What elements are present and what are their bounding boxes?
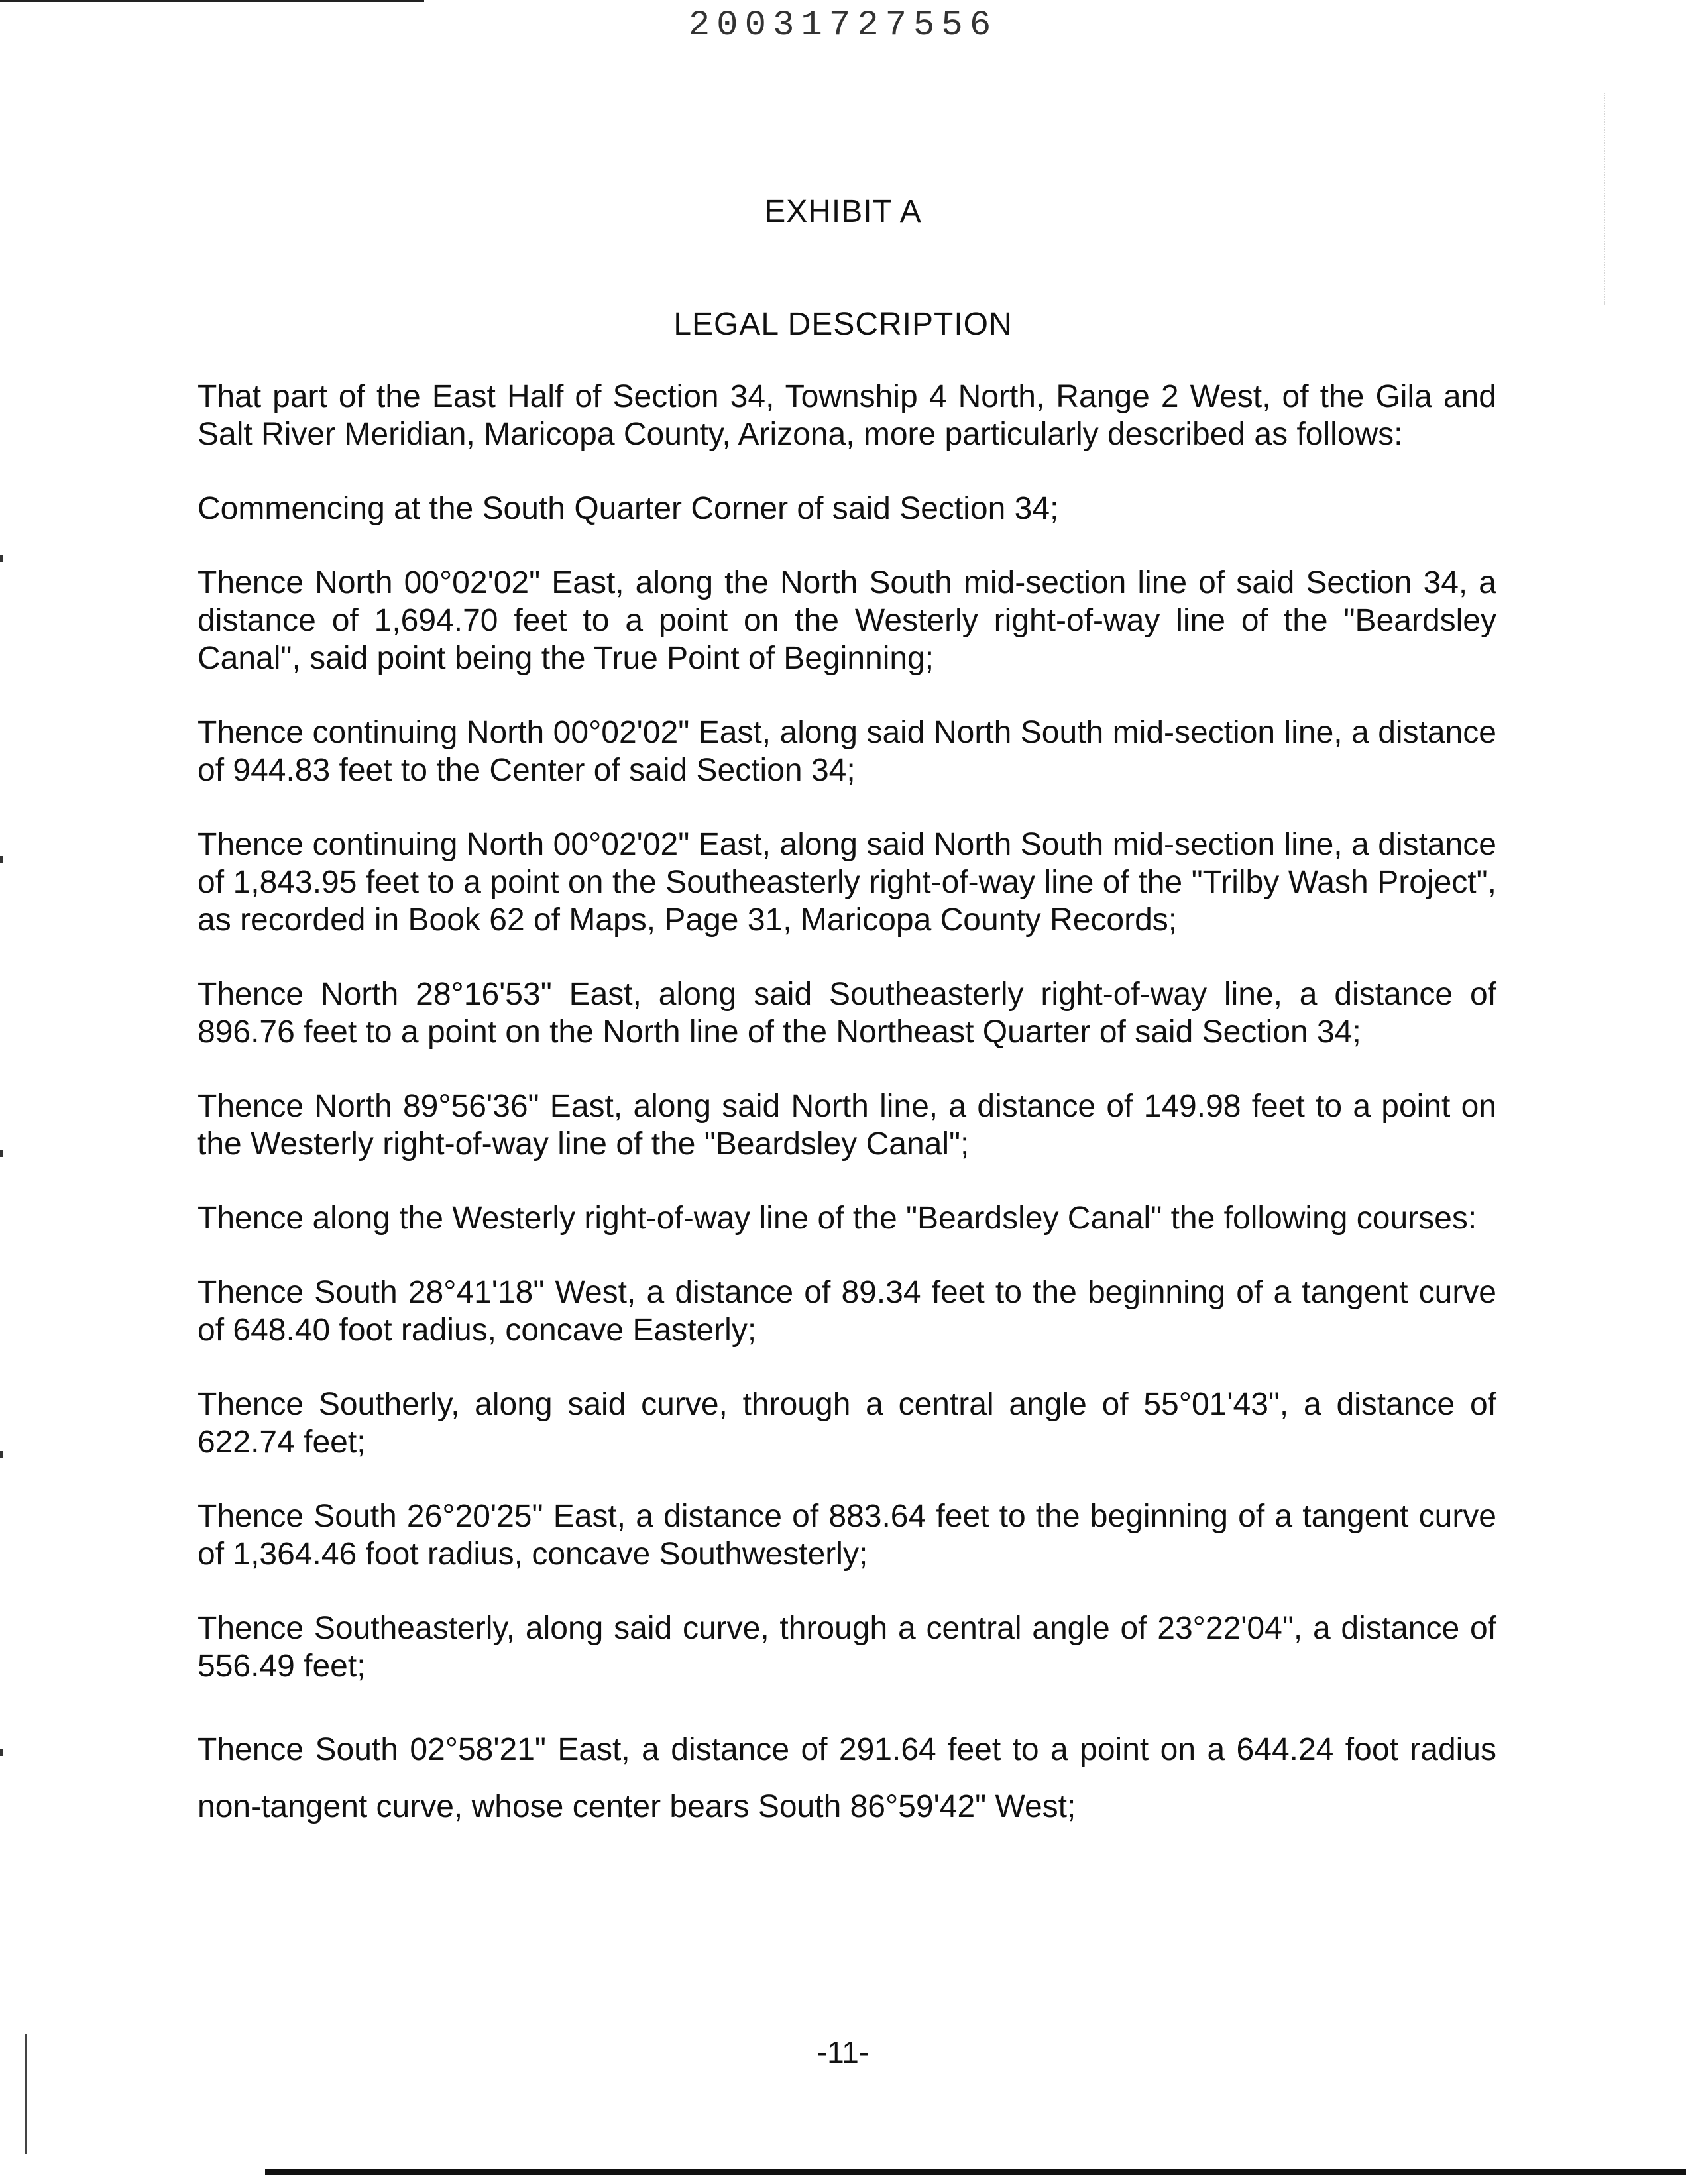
paragraph-course-4: Thence North 28°16'53" East, along said Southeasterly right-of-way line, a distance of 896.76 feet to a point on the North line of the Northeast Quarter of said Section 34;: [197, 977, 1496, 1050]
page-number: -11-: [816, 2035, 870, 2069]
paragraph-course-7: Thence Southerly, along said curve, through a central angle of 55°01'43", a distance of 622.74 feet;: [197, 1387, 1496, 1460]
scan-mark: [25, 2034, 27, 2154]
scan-mark: [0, 1451, 3, 1458]
recording-number: 20031727556: [688, 5, 998, 46]
paragraph-courses-header: Thence along the Westerly right-of-way line of the "Beardsley Canal" the following courses:: [197, 1201, 1477, 1236]
legal-description-body: [197, 378, 1496, 1872]
paragraph-course-1: Thence North 00°02'02" East, along the North South mid-section line of said Section 34, a distance of 1,694.70 feet to a point on the Westerly right-of-way line of the "Beardsley Canal", said point being the True Point of Beginning;: [197, 565, 1496, 676]
paragraph-course-8: Thence South 26°20'25" East, a distance of 883.64 feet to the beginning of a tangent curve of 1,364.46 foot radius, concave Southwesterly;: [197, 1499, 1496, 1572]
paragraph-course-6: Thence South 28°41'18" West, a distance of 89.34 feet to the beginning of a tangent curve of 648.40 foot radius, concave Easterly;: [197, 1275, 1496, 1348]
bottom-rule: [265, 2169, 1686, 2175]
scan-mark: [0, 1749, 3, 1756]
scan-mark: [0, 856, 3, 863]
paragraph-course-3: Thence continuing North 00°02'02" East, along said North South mid-section line, a distance of 1,843.95 feet to a point on the Southeasterly right-of-way line of the "Trilby Wash Project", as recorded in Book 62 of Maps, Page 31, Maricopa County Records;: [197, 827, 1496, 938]
paragraph-course-5: Thence North 89°56'36" East, along said North line, a distance of 149.98 feet to a point on the Westerly right-of-way line of the "Beardsley Canal";: [197, 1089, 1496, 1162]
scan-mark: [0, 555, 3, 562]
paragraph-commencing: Commencing at the South Quarter Corner of said Section 34;: [197, 491, 1059, 526]
paragraph-course-2: Thence continuing North 00°02'02" East, along said North South mid-section line, a distance of 944.83 feet to the Center of said Section 34;: [197, 715, 1496, 788]
paragraph-course-9: Thence Southeasterly, along said curve, through a central angle of 23°22'04", a distance of 556.49 feet;: [197, 1611, 1496, 1684]
exhibit-title: EXHIBIT A: [764, 194, 922, 229]
scan-mark: [0, 1150, 3, 1157]
paragraph-course-10: Thence South 02°58'21" East, a distance of 291.64 feet to a point on a 644.24 foot radius non-tangent curve, whose center bears South 86°59'42" West;: [197, 1732, 1496, 1824]
top-rule: [0, 0, 424, 2]
paragraph-intro: That part of the East Half of Section 34, Township 4 North, Range 2 West, of the Gila and Salt River Meridian, Maricopa County, Arizona, more particularly described as follows:: [197, 379, 1496, 452]
section-title: LEGAL DESCRIPTION: [673, 307, 1013, 342]
